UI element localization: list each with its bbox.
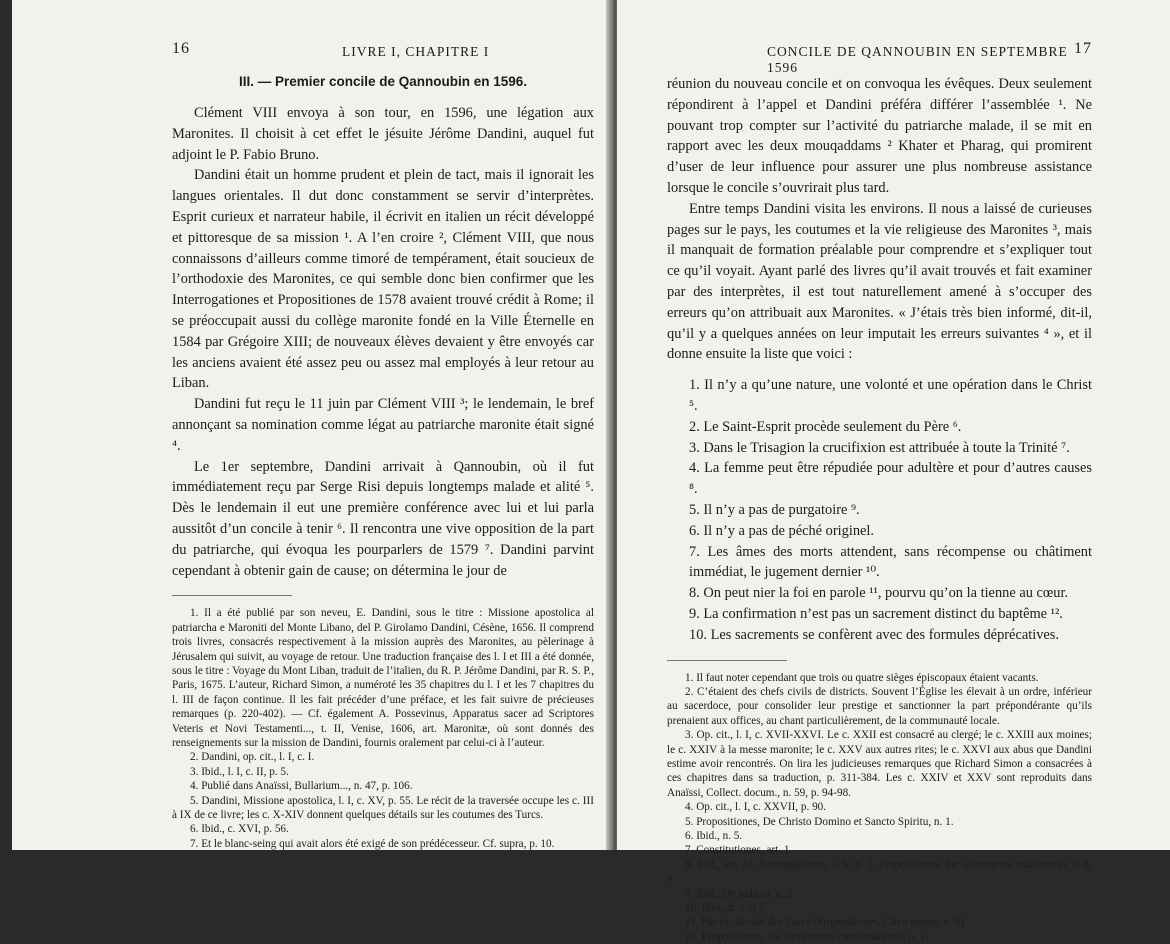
paragraph: Clément VIII envoya à son tour, en 1596, une légation aux Maronites. Il choisit à cet effet le jésuite Jérôme Dandini, auquel fut adjoint le P. Fabio Bruno.: [172, 105, 594, 163]
footnote: 4. Publié dans Anaïssi, Bullarium..., n. 47, p. 106.: [190, 780, 413, 793]
list-item: 5. Il n’y a pas de purgatoire ⁹.: [689, 501, 860, 518]
page-number-right: 17: [1074, 40, 1092, 57]
list-item: 9. La confirmation n’est pas un sacrement distinct du baptême ¹².: [689, 605, 1063, 622]
footnote: 7. Constitutiones, art. 1.: [685, 844, 793, 857]
footnote: 5. Propositiones, De Christo Domino et Sancto Spiritu, n. 1.: [685, 815, 954, 828]
body-text-right: [667, 74, 1092, 365]
propositions-list: [667, 375, 1092, 645]
footnotes-left: [172, 606, 594, 851]
paragraph: Dandini fut reçu le 11 juin par Clément VIII ³; le lendemain, le bref annonçant sa nomination comme légat au patriarche maronite était signé ⁴.: [172, 396, 594, 454]
footnote: 3. Ibid., l. I, c. II, p. 5.: [190, 765, 289, 778]
list-item: 3. Dans le Trisagion la crucifixion est attribuée à toute la Trinité ⁷.: [689, 439, 1070, 456]
footnote: 7. Et le blanc-seing qui avait alors été exigé de son prédécesseur. Cf. supra, p. 10.: [190, 837, 555, 850]
list-item: 2. Le Saint-Esprit procède seulement du Père ⁶.: [689, 418, 962, 435]
footnote: 12. Propositiones, De sacramento confirmationis, n. 1.: [685, 930, 929, 943]
paragraph: Dandini était un homme prudent et plein de tact, mais il ignorait les langues orientales. Il dut donc constamment se servir d’interprètes. Esprit curieux et narrateur habile, il écrivit en italien un récit développé et pittoresque de sa mission ¹. A l’en croire ², Clément VIII, que nous connaissons d’ailleurs comme timoré de tempérament, était soucieux de l’orthodoxie des Maronites, ce qui semble donc bien confirmer que les Interrogationes et Propositiones de 1578 avaient trouvé crédit à Rome; il se préoccupait aussi du collège maronite fondé en la Ville Éternelle en 1584 par Grégoire XIII; de nouveaux élèves devaient y être envoyés car les anciens avaient été assez peu ou assez mal employés à leur retour au Liban.: [172, 167, 594, 392]
footnote: 3. Op. cit., l. I, c. XVII-XXVI. Le c. XXII est consacré au clergé; le c. XXIII aux moines; le c. XXIV à la messe maronite; le c. XXV aux autres rites; le c. XXVI aux abus que Dandini estime avoir rencontrés. On lira les judicieuses remarques que Richard Simon a consacrées à ces chapitres dans sa traduction, p. 311-384. Les c. XXIV et XXV sont reproduits dans Anaïssi, Collect. docum., n. 59, p. 94-98.: [667, 729, 1092, 799]
page-number-left: 16: [172, 40, 190, 57]
footnote: 2. C’étaient des chefs civils de districts. Souvent l’Église les élevait à un ordre, inférieur au sacerdoce, pour consolider leur prestige et sanctionner la part prépondérante qu’ils prenaient aux offices, au chant particulièrement, de la communauté locale.: [667, 685, 1092, 727]
footnote: 1. Il faut noter cependant que trois ou quatre sièges épiscopaux étaient vacants.: [685, 671, 1039, 684]
list-item: 1. Il n’y a qu’une nature, une volonté et une opération dans le Christ ⁵.: [689, 377, 1092, 414]
footnote: 8. Ibid., art. 24; Interrogationes, c. V, n. 1; Propositiones, De sacramento matrimonii, n. 8, 9.: [667, 858, 1092, 886]
paragraph: réunion du nouveau concile et on convoqua les évêques. Deux seulement répondirent à l’appel et Dandini préféra différer l’assemblée ¹. Ne pouvant trop compter sur l’activité du patriarche malade, il se mit en rapport avec les deux mouqaddams ² Khater et Pharag, qui promirent d’user de leur influence pour assurer une plus nombreuse assistance lorsque le concile s’ouvrirait plus tard.: [667, 76, 1092, 196]
left-page: [12, 0, 612, 850]
footnotes-right: [667, 671, 1092, 944]
footnote: 2. Dandini, op. cit., l. I, c. I.: [190, 751, 315, 764]
running-head-right: [667, 40, 1092, 75]
footnote: 5. Dandini, Missione apostolica, l. I, c. XV, p. 55. Le récit de la traversée occupe les c. III à IX de ce livre; les c. X-XIV donnent quelques détails sur les coutumes des Turcs.: [172, 794, 594, 822]
list-item: 4. La femme peut être répudiée pour adultère et pour d’autres causes ⁸.: [689, 460, 1092, 498]
list-item: 7. Les âmes des morts attendent, sans récompense ou châtiment immédiat, le jugement dernier ¹⁰.: [689, 543, 1092, 581]
right-page: [617, 0, 1170, 943]
footnote: 4. Op. cit., l. I, c. XXVII, p. 90.: [685, 801, 827, 814]
footnote: 11. Par ex. devant des Turcs (Propositiones, Circa mores, n. 6).: [685, 916, 967, 929]
running-head-title-right: CONCILE DE QANNOUBIN EN SEPTEMBRE 1596: [767, 44, 1068, 75]
list-item: 10. Les sacrements se confèrent avec des formules déprécatives.: [689, 626, 1059, 643]
footnote: 6. Ibid., n. 5.: [685, 829, 743, 842]
running-head-title-left: LIVRE I, CHAPITRE I: [342, 44, 490, 59]
footnote-divider: [172, 595, 292, 596]
paragraph: Entre temps Dandini visita les environs. Il nous a laissé de curieuses pages sur le pays, les coutumes et la vie religieuse des Maronites ³, mais il manquait de formation préalable pour comprendre et s’expliquer tout ce qu’il voyait. Ayant parlé des livres qu’il avait trouvés et fait examiner par des interprètes, il est tout naturellement amené à s’occuper des erreurs qu’on attribuait aux Maronites. « J’étais très bien informé, dit-il, qu’il y a quelques années on leur imputait les erreurs suivantes ⁴ », et il donne ensuite la liste que voici :: [667, 200, 1092, 363]
section-title: III. — Premier concile de Qannoubin en 1596.: [238, 74, 528, 89]
footnote: 9. Ibid., De judicio, n. 2.: [685, 887, 795, 900]
list-item: 8. On peut nier la foi en parole ¹¹, pourvu qu’on la tienne au cœur.: [689, 585, 1069, 602]
running-head-left: [172, 40, 594, 66]
paragraph: Le 1er septembre, Dandini arrivait à Qannoubin, où il fut immédiatement reçu par Serge Risi depuis longtemps malade et alité ⁵. Dès le lendemain il eut une première conférence avec lui et lui parla aussitôt d’un concile à tenir ⁶. Il rencontra une vive opposition de la part du patriarche, qui évoqua les pourparlers de 1579 ⁷. Dandini parvint cependant à obtenir gain de cause; on détermina le jour de: [172, 458, 594, 579]
body-text-left: [172, 103, 594, 581]
footnote: 6. Ibid., c. XVI, p. 56.: [190, 823, 289, 836]
list-item: 6. Il n’y a pas de péché originel.: [689, 522, 875, 539]
footnote-divider: [667, 660, 787, 661]
footnote: 1. Il a été publié par son neveu, E. Dandini, sous le titre : Missione apostolica al patriarcha e Maroniti del Monte Libano, del P. Girolamo Dandini, Césène, 1656. Il comprend trois livres, consacrés respectivement à la mission auprès des Maronites, au pèlerinage à Jérusalem qui suivit, au voyage de retour. Une traduction française des l. I et III a été donnée, sous le titre : Voyage du Mont Liban, traduit de l’italien, du R. P. Jérôme Dandini, par R. S. P., Paris, 1675. L’auteur, Richard Simon, a numéroté les 35 chapitres du l. I et les 7 chapitres du l. III de façon continue. Il les fait précéder d’une préface, et les fait suivre de précieuses remarques (p. 220-402). — Cf. également A. Possevinus, Apparatus sacer ad Scriptores Veteris et Novi Testamenti..., t. II, Venise, 1606, art. Maronitæ, où sont donnés des renseignements sur la mission de Dandini, fournis oralement par celui-ci à l’auteur.: [172, 607, 594, 749]
footnote: 10. Ibid., n. 1 et 2.: [685, 902, 768, 915]
